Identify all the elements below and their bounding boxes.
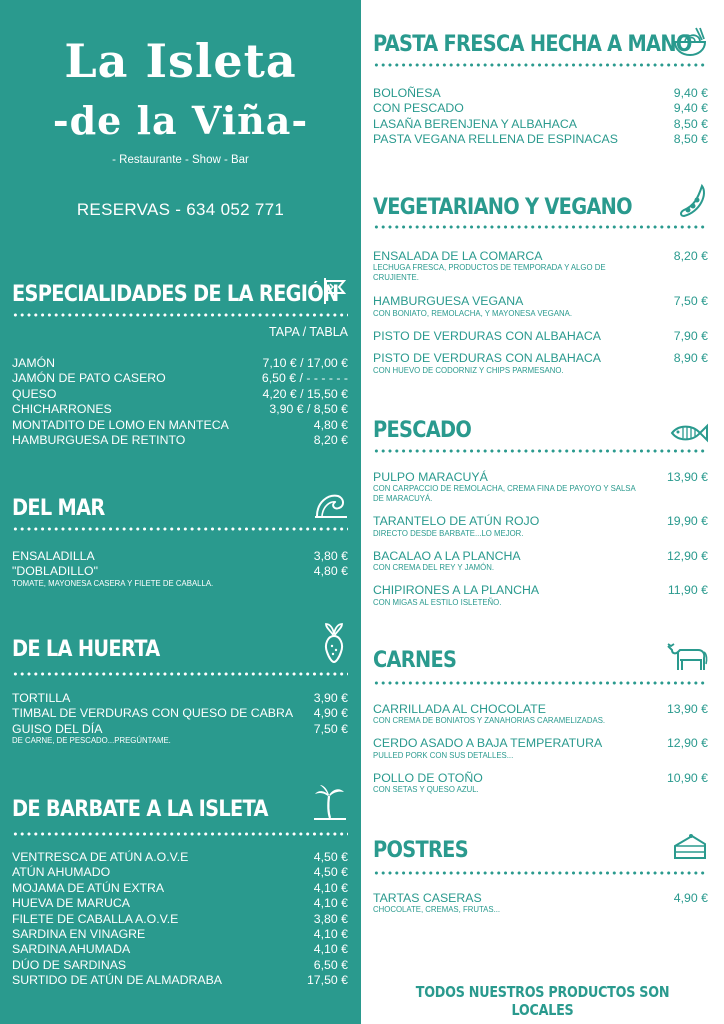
menu-item: GUISO DEL DÍA 7,50 € [12, 721, 348, 736]
cow-icon [666, 638, 708, 674]
item-list [12, 691, 348, 746]
section-title: PESCADO [373, 418, 472, 443]
menu-item: ENSALADA DE LA COMARCA 8,20 € [373, 249, 708, 263]
item-description: DIRECTO DESDE BARBATE...LO MEJOR. [373, 528, 524, 538]
section-title: VEGETARIANO Y VEGANO [373, 195, 632, 220]
item-list [373, 702, 708, 795]
item-list [373, 470, 708, 608]
menu-item: TIMBAL DE VERDURAS CON QUESO DE CABRA 4,90 € [12, 706, 348, 721]
section-title: DE LA HUERTA [12, 637, 160, 662]
section-de-la-huerta [12, 620, 348, 750]
section-pescado [373, 412, 708, 612]
brand-title-line2: -de la Viña- [52, 98, 309, 143]
menu-item: SARDINA EN VINAGRE 4,10 € [12, 927, 348, 942]
dotted-divider [12, 832, 348, 836]
reservations-phone: RESERVAS - 634 052 771 [76, 200, 285, 219]
menu-item: TARANTELO DE ATÚN ROJO 19,90 € [373, 514, 708, 529]
item-list [12, 850, 348, 989]
item-description: DE CARNE, DE PESCADO...PREGÚNTAME. [12, 736, 171, 746]
menu-item: BOLOÑESA 9,40 € [373, 86, 708, 100]
item-description: CHOCOLATE, CREMAS, FRUTAS... [373, 905, 501, 915]
wave-icon [314, 490, 348, 520]
item-description: CON MIGAS AL ESTILO ISLETEÑO. [373, 597, 502, 607]
right-panel [361, 0, 724, 1024]
menu-item: HAMBURGUESA VEGANA 7,50 € [373, 294, 708, 309]
menu-item: QUESO 4,20 € / 15,50 € [12, 386, 348, 401]
item-list [373, 86, 708, 148]
menu-item: HAMBURGUESA DE RETINTO 8,20 € [12, 433, 348, 448]
item-description: CON HUEVO DE CODORNIZ Y CHIPS PARMESANO. [373, 365, 564, 375]
section-title: DE BARBATE A LA ISLETA [12, 797, 268, 822]
section-title: PASTA FRESCA HECHA A MANO [373, 32, 692, 57]
menu-item: HUEVA DE MARUCA 4,10 € [12, 896, 348, 911]
left-panel [0, 0, 361, 1024]
menu-item: LASAÑA BERENJENA Y ALBAHACA 8,50 € [373, 116, 708, 131]
dotted-divider [373, 449, 708, 453]
section-title: CARNES [373, 648, 457, 673]
dotted-divider [373, 681, 708, 685]
pasta-bowl-icon [672, 26, 708, 58]
section-pasta [373, 26, 708, 156]
menu-item: FILETE DE CABALLA A.O.V.E 3,80 € [12, 911, 348, 926]
menu-item: CHICHARRONES 3,90 € / 8,50 € [12, 402, 348, 417]
section-vegetariano [373, 182, 708, 382]
item-description: LECHUGA FRESCA, PRODUCTOS DE TEMPORADA Y ALGO DE CRUJIENTE. [373, 263, 606, 283]
section-carnes [373, 638, 708, 808]
menu-item: PISTO DE VERDURAS CON ALBAHACA 8,90 € [373, 351, 708, 366]
dotted-divider [373, 63, 708, 67]
menu-item: MOJAMA DE ATÚN EXTRA 4,10 € [12, 880, 348, 895]
section-title: DEL MAR [12, 496, 105, 521]
menu-item: CON PESCADO 9,40 € [373, 101, 708, 116]
menu-item: TORTILLA 3,90 € [12, 691, 348, 705]
fish-icon [670, 422, 708, 444]
menu-item: "DOBLADILLO" 4,80 € [12, 564, 348, 579]
menu-item: CERDO ASADO A BAJA TEMPERATURA 12,90 € [373, 736, 708, 751]
menu-item: CARRILLADA AL CHOCOLATE 13,90 € [373, 702, 708, 716]
dotted-divider [12, 527, 348, 531]
menu-item: TARTAS CASERAS 4,90 € [373, 891, 708, 905]
menu-item: SARDINA AHUMADA 4,10 € [12, 942, 348, 957]
dotted-divider [12, 313, 348, 317]
section-postres [373, 830, 708, 930]
menu-item: SURTIDO DE ATÚN DE ALMADRABA 17,50 € [12, 973, 348, 988]
palm-tree-icon [312, 782, 348, 822]
menu-item: VENTRESCA DE ATÚN A.O.V.E 4,50 € [12, 850, 348, 864]
brand-title-line1: La Isleta [64, 34, 297, 88]
menu-item: JAMÓN DE PATO CASERO 6,50 € / - - - - - - [12, 371, 348, 386]
menu-item: CHIPIRONES A LA PLANCHA 11,90 € [373, 583, 708, 598]
item-description: CON CREMA DE BONIATOS Y ZANAHORIAS CARAMELIZADAS. [373, 716, 606, 726]
item-list [373, 249, 708, 376]
item-description: CON CARPACCIO DE REMOLACHA, CREMA FINA DE PAYOYO Y SALSA DE MARACUYÁ. [373, 484, 636, 504]
menu-item: JAMÓN 7,10 € / 17,00 € [12, 356, 348, 370]
column-header-tapa-tabla: TAPA / TABLA [269, 325, 348, 339]
vegetable-icon [320, 620, 348, 664]
menu-item: PULPO MARACUYÁ 13,90 € [373, 470, 708, 484]
dotted-divider [373, 871, 708, 875]
item-list [12, 549, 348, 589]
menu-item: PASTA VEGANA RELLENA DE ESPINACAS 8,50 € [373, 132, 708, 147]
dotted-divider [12, 672, 348, 676]
footer-note: TODOS NUESTROS PRODUCTOS SON LOCALES [415, 983, 670, 1019]
peapod-icon [678, 182, 708, 220]
menu-item: ENSALADILLA 3,80 € [12, 549, 348, 563]
flag-icon [322, 276, 348, 306]
item-description: CON CREMA DEL REY Y JAMÓN. [373, 563, 495, 573]
menu-item: PISTO DE VERDURAS CON ALBAHACA 7,90 € [373, 328, 708, 343]
cake-icon [672, 832, 708, 862]
item-description: CON BONIATO, REMOLACHA, Y MAYONESA VEGANA. [373, 308, 573, 318]
section-especialidades [12, 276, 348, 451]
item-list [12, 356, 348, 448]
section-de-barbate [12, 782, 348, 997]
section-title: POSTRES [373, 838, 468, 863]
item-description: CON SETAS Y QUESO AZUL. [373, 785, 479, 795]
section-del-mar [12, 490, 348, 600]
section-title: ESPECIALIDADES DE LA REGIÓN [12, 282, 339, 307]
menu-item: DÚO DE SARDINAS 6,50 € [12, 957, 348, 972]
item-description: TOMATE, MAYONESA CASERA Y FILETE DE CABALLA. [12, 578, 214, 588]
menu-item: ATÚN AHUMADO 4,50 € [12, 865, 348, 880]
dotted-divider [373, 225, 708, 229]
item-description: PULLED PORK CON SUS DETALLES... [373, 750, 514, 760]
menu-item: POLLO DE OTOÑO 10,90 € [373, 770, 708, 785]
menu-item: BACALAO A LA PLANCHA 12,90 € [373, 548, 708, 563]
menu-item: MONTADITO DE LOMO EN MANTECA 4,80 € [12, 417, 348, 432]
item-list [373, 891, 708, 915]
brand-subtitle: - Restaurante - Show - Bar [112, 154, 249, 166]
